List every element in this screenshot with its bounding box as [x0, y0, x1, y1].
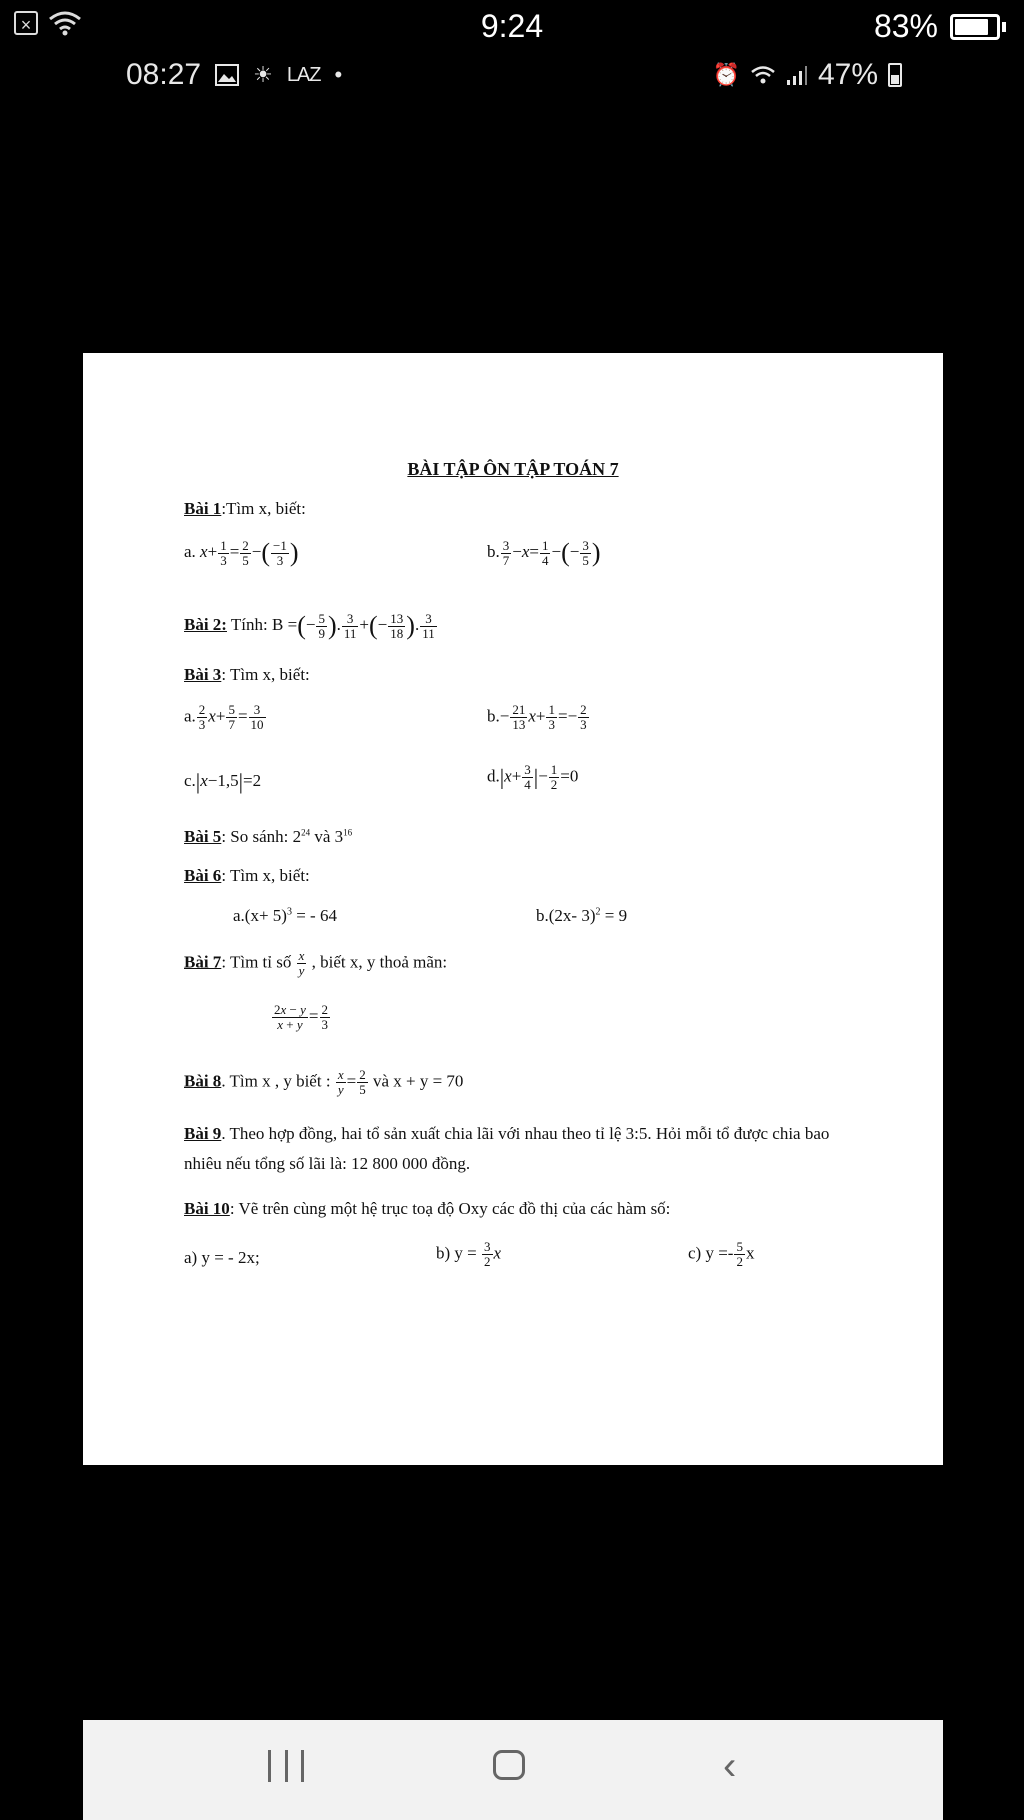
bai-6-b-rest: = 9 [600, 906, 628, 925]
bai-5-b: 3 [334, 827, 344, 846]
bai-7-text: : Tìm tỉ số [221, 952, 296, 972]
bai-1-heading [184, 499, 306, 519]
bai-1-label: Bài 1 [184, 499, 222, 518]
bai-10-a [184, 1248, 260, 1268]
weather-icon: ☀ [253, 62, 273, 87]
laz-app-icon: LAZ [286, 63, 321, 86]
bai-10-c: c) y =- $\frac{5}{2}$ x [688, 1239, 755, 1269]
outer-battery-percent: 83% [873, 8, 938, 44]
bai-6-a-base: a.(x+ 5) [233, 906, 287, 925]
bai-6-label: Bài 6 [184, 866, 222, 885]
bai-6-a [233, 906, 337, 926]
bai-10-heading [184, 1199, 670, 1219]
bai-6-text: : Tìm x, biết: [221, 866, 310, 885]
bai-2-label: Bài 2: [184, 614, 227, 634]
bai-10-label: Bài 10 [184, 1199, 230, 1218]
alarm-icon: ⏰ [712, 62, 740, 87]
bai-10-text: : Vẽ trên cùng một hệ trục toạ độ Oxy các đồ thị của các hàm số: [229, 1199, 671, 1218]
bai-7-equation: $\frac{2x - y}{x + y}$ = $\frac{2}{3}$ [274, 1002, 328, 1032]
bai-2-text: Tính: B = [226, 614, 298, 634]
bai-7-label: Bài 7 [184, 952, 222, 972]
bai-5 [184, 827, 352, 847]
bai-1-b: b. $\frac{3}{7}$ −x= $\frac{1}{4}$ −(− $\frac{3}{5}$ ) [487, 537, 601, 568]
bai-1-a: a. x+ $\frac{1}{3}$ = $\frac{2}{5}$ −( $\frac{-1}{3}$ ) [184, 537, 299, 568]
bai-3-label: Bài 3 [184, 665, 222, 684]
bai-6-b [536, 906, 627, 926]
bai-10-a-text: a) y = - 2x; [184, 1248, 260, 1267]
bai-5-a-exp: 24 [301, 827, 311, 838]
navigation-bar [83, 1720, 943, 1820]
outer-status-bar [0, 0, 1024, 56]
bai-8: Bài 8. Tìm x , y biết : $\frac{x}{y}$ = $\frac{2}{5}$ và x + y = 70 [184, 1067, 464, 1097]
close-notification-icon: × [14, 11, 38, 35]
bai-5-a: 2 [292, 827, 302, 846]
bai-5-b-exp: 16 [343, 827, 353, 838]
bai-9 [184, 1119, 844, 1179]
gallery-icon [215, 64, 239, 86]
bai-6-b-exp: 2 [595, 906, 601, 918]
bai-5-label: Bài 5 [184, 827, 222, 846]
bai-8-text: . Tìm x , y biết : [221, 1071, 335, 1091]
bai-10-c-text: c) y =- [688, 1243, 734, 1263]
bai-3-d: d.|x+ $\frac{3}{4}$ |− $\frac{1}{2}$ =0 [487, 762, 579, 792]
bai-6-b-base: b.(2x- 3) [536, 906, 596, 925]
bai-10-b-text: b) y = [436, 1243, 481, 1263]
wifi-icon [750, 65, 776, 85]
bai-3-text: : Tìm x, biết: [221, 665, 310, 684]
inner-status-bar [0, 58, 1024, 98]
bai-6-a-exp: 3 [286, 906, 292, 918]
document-title: BÀI TẬP ÔN TẬP TOÁN 7 [407, 459, 619, 479]
outer-clock: 9:24 [480, 8, 544, 44]
bai-3-c: c.|x−1,5|=2 [184, 769, 262, 794]
battery-tip [1002, 22, 1006, 32]
bai-8-label: Bài 8 [184, 1071, 222, 1091]
bai-9-label: Bài 9 [184, 1124, 222, 1143]
document-page [83, 353, 943, 1465]
bai-5-text: : So sánh: [221, 827, 293, 846]
bai-5-mid: và [310, 827, 335, 846]
bai-7-text2: , biết x, y thoả mãn: [307, 952, 448, 972]
bai-1-text: :Tìm x, biết: [221, 499, 306, 518]
bai-10-b: b) y = $\frac{3}{2}$ x [436, 1239, 502, 1269]
bai-3-b: b.− $\frac{21}{13}$ x+ $\frac{1}{3}$ =− $\frac{2}{3}$ [487, 702, 587, 732]
bai-3-heading [184, 665, 310, 685]
recent-apps-button[interactable] [268, 1750, 304, 1784]
inner-battery-percent: 47% [817, 58, 878, 91]
bai-7: Bài 7: Tìm tỉ số $\frac{x}{y}$ , biết x, y thoả mãn: [184, 948, 448, 978]
inner-clock: 08:27 [126, 58, 202, 91]
battery-icon [950, 14, 1000, 40]
bai-3-a: a. $\frac{2}{3}$ x+ $\frac{5}{7}$ = $\frac{3}{10}$ [184, 702, 264, 732]
notification-dot: • [334, 62, 343, 87]
back-button[interactable]: ‹ [723, 1744, 737, 1788]
bai-9-text: . Theo hợp đồng, hai tổ sản xuất chia lãi với nhau theo tỉ lệ 3:5. Hỏi mỗi tổ được chia bao nhiêu nếu tổng số lãi là: 12 800 000 đồng. [184, 1124, 830, 1173]
bai-6-a-rest: = - 64 [291, 906, 337, 925]
small-battery-icon [888, 63, 902, 87]
signal-icon [786, 64, 808, 86]
bai-8-text2: và x + y = 70 [368, 1071, 464, 1091]
home-button[interactable] [493, 1750, 525, 1780]
bai-2: Bài 2: Tính: B =(− $\frac{5}{9}$ ). $\frac{3}{11}$ +(− $\frac{13}{18}$ ). $\frac{3}{11}$ [184, 610, 435, 641]
bai-6-heading [184, 866, 310, 886]
